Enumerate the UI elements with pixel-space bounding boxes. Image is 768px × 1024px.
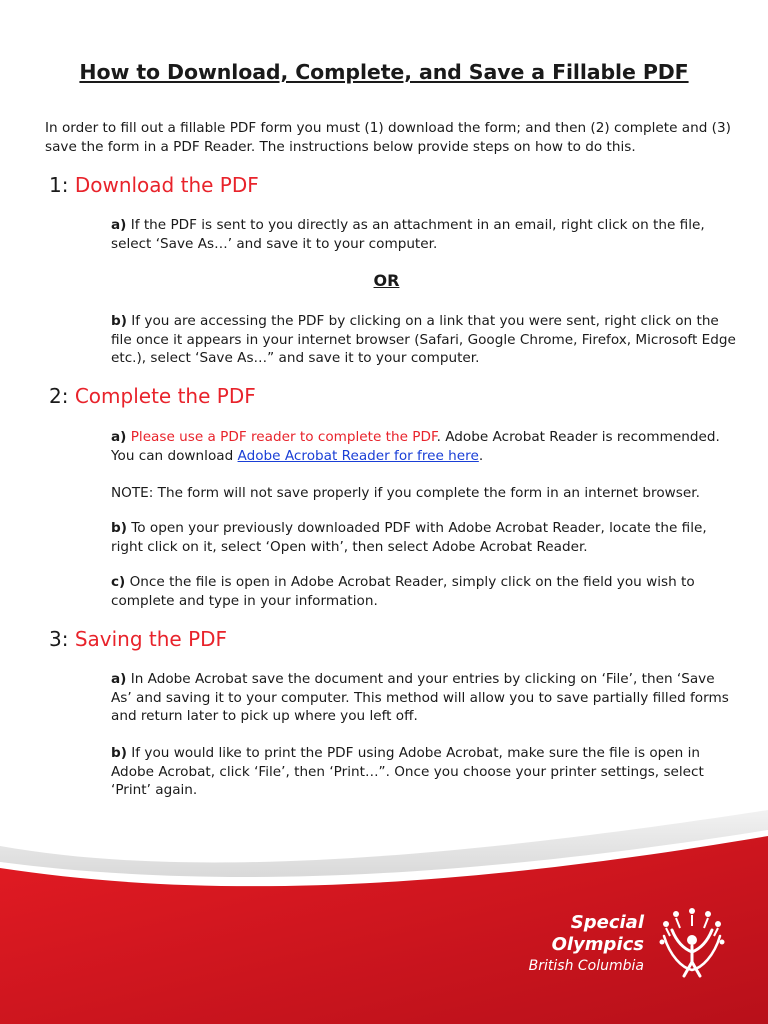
item-text: To open your previously downloaded PDF with Adobe Acrobat Reader, locate the file, right click on it, select ‘Open with’, then select Adobe Acrobat Reader. xyxy=(111,520,707,555)
section-3-number: 3: xyxy=(49,627,69,651)
intro-paragraph: In order to fill out a fillable PDF form you must (1) download the form; and then (2) complete and (3) save the form in a PDF Reader. The instructions below provide steps on how to do this. xyxy=(45,120,731,155)
section-3-item-a xyxy=(111,670,736,726)
acrobat-download-link[interactable]: Adobe Acrobat Reader for free here xyxy=(237,447,479,464)
section-3-heading xyxy=(49,627,227,651)
item-highlight-text: Please use a PDF reader to complete the PDF xyxy=(130,429,437,445)
section-2-heading xyxy=(49,384,256,408)
section-1-title: Download the PDF xyxy=(74,173,259,197)
item-label: b) xyxy=(111,313,127,329)
item-text: In Adobe Acrobat save the document and your entries by clicking on ‘File’, then ‘Save As’ and saving it to your computer. This method will allow you to save partially filled forms and return later to pick up where you left off. xyxy=(111,671,729,724)
page-title: How to Download, Complete, and Save a Fillable PDF xyxy=(79,60,689,84)
section-3-item-b xyxy=(111,744,736,800)
section-1-heading xyxy=(49,173,259,197)
logo-text-region: British Columbia xyxy=(528,958,644,974)
special-olympics-figure-icon xyxy=(656,906,728,982)
section-2-note: NOTE: The form will not save properly if you complete the form in an internet browser. xyxy=(111,485,700,501)
or-divider: OR xyxy=(373,271,400,290)
item-label: a) xyxy=(111,429,127,445)
section-2-number: 2: xyxy=(49,384,69,408)
item-label: b) xyxy=(111,745,127,761)
item-label: a) xyxy=(111,217,127,233)
item-text: If you would like to print the PDF using Adobe Acrobat, make sure the file is open in Adobe Acrobat, click ‘File’, then ‘Print…”. Once you choose your printer settings, select ‘Print’ again. xyxy=(111,745,704,798)
item-label: c) xyxy=(111,574,126,590)
section-2-item-c xyxy=(111,573,736,610)
item-text: If the PDF is sent to you directly as an attachment in an email, right click on the file, select ‘Save As…’ and save it to your computer. xyxy=(111,217,705,252)
logo-text-olympics: Olympics xyxy=(551,934,644,955)
section-1-item-b xyxy=(111,312,736,368)
logo-text-special: Special xyxy=(570,912,644,933)
item-text: . Adobe Acrobat Reader is recommended. You can download xyxy=(111,429,720,464)
item-text: If you are accessing the PDF by clicking on a link that you were sent, right click on the file once it appears in your internet browser (Safari, Google Chrome, Firefox, Microsoft Edge etc.), select ‘Save As…” and save it to your computer. xyxy=(111,313,736,366)
item-label: a) xyxy=(111,671,127,687)
section-2-title: Complete the PDF xyxy=(74,384,256,408)
section-3-title: Saving the PDF xyxy=(74,627,228,651)
item-text-end: . xyxy=(478,447,484,464)
section-2-item-b xyxy=(111,519,736,556)
section-1-item-a xyxy=(111,216,736,253)
item-text: Once the file is open in Adobe Acrobat Reader, simply click on the field you wish to complete and type in your information. xyxy=(111,574,695,609)
section-2-item-a xyxy=(111,428,736,465)
section-1-number: 1: xyxy=(49,173,69,197)
item-label: b) xyxy=(111,520,127,536)
footer-swoosh xyxy=(0,800,768,1024)
